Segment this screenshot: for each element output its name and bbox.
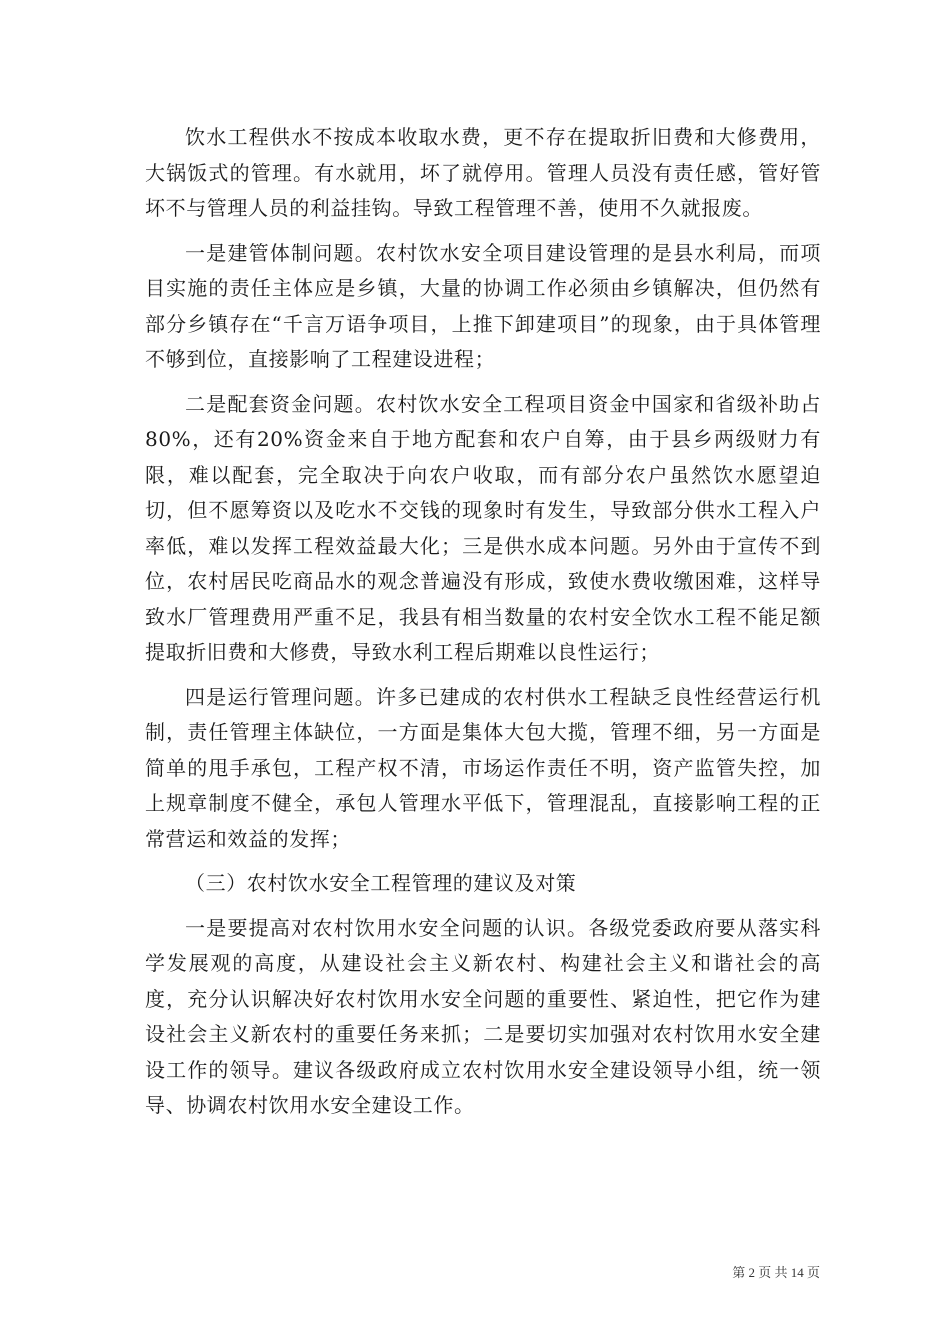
document-body — [145, 120, 821, 1133]
paragraph-operation-management: 四是运行管理问题。许多已建成的农村供水工程缺乏良性经营运行机制，责任管理主体缺位，一方面是集体大包大揽，管理不细，另一方面是简单的甩手承包，工程产权不清，市场运作责任不明，资产监管失控，加上规章制度不健全，承包人管理水平低下，管理混乱，直接影响工程的正常营运和效益的发挥； — [145, 684, 821, 851]
paragraph-suggestions: 一是要提高对农村饮用水安全问题的认识。各级党委政府要从落实科学发展观的高度，从建设社会主义新农村、构建社会主义和谐社会的高度，充分认识解决好农村饮用水安全问题的重要性、紧迫性，把它作为建设社会主义新农村的重要任务来抓；二是要切实加强对农村饮用水安全建设工作的领导。建议各级政府成立农村饮用水安全建设领导小组，统一领导、协调农村饮用水安全建设工作。 — [145, 915, 821, 1117]
section-heading: （三）农村饮水安全工程管理的建议及对策 — [185, 871, 577, 895]
paragraph-management-system: 一是建管体制问题。农村饮水安全项目建设管理的是县水利局，而项目实施的责任主体应是乡镇，大量的协调工作必须由乡镇解决，但仍然有部分乡镇存在“千言万语争项目，上推下卸建项目”的现象，由于具体管理不够到位，直接影响了工程建设进程； — [145, 240, 821, 371]
paragraph-matching-funds: 二是配套资金问题。农村饮水安全工程项目资金中国家和省级补助占80%，还有20%资金来自于地方配套和农户自筹，由于县乡两级财力有限，难以配套，完全取决于向农户收取，而有部分农户虽然饮水愿望迫切，但不愿筹资以及吃水不交钱的现象时有发生，导致部分供水工程入户率低，难以发挥工程效益最大化；三是供水成本问题。另外由于宣传不到位，农村居民吃商品水的观念普遍没有形成，致使水费收缴困难，这样导致水厂管理费用严重不足，我县有相当数量的农村安全饮水工程不能足额提取折旧费和大修费，导致水利工程后期难以良性运行； — [145, 391, 821, 664]
page-number: 第 2 页 共 14 页 — [732, 1265, 820, 1280]
paragraph-water-fee: 饮水工程供水不按成本收取水费，更不存在提取折旧费和大修费用，大锅饭式的管理。有水就用，坏了就停用。管理人员没有责任感，管好管坏不与管理人员的利益挂钩。导致工程管理不善，使用不久就报废。 — [145, 125, 821, 220]
